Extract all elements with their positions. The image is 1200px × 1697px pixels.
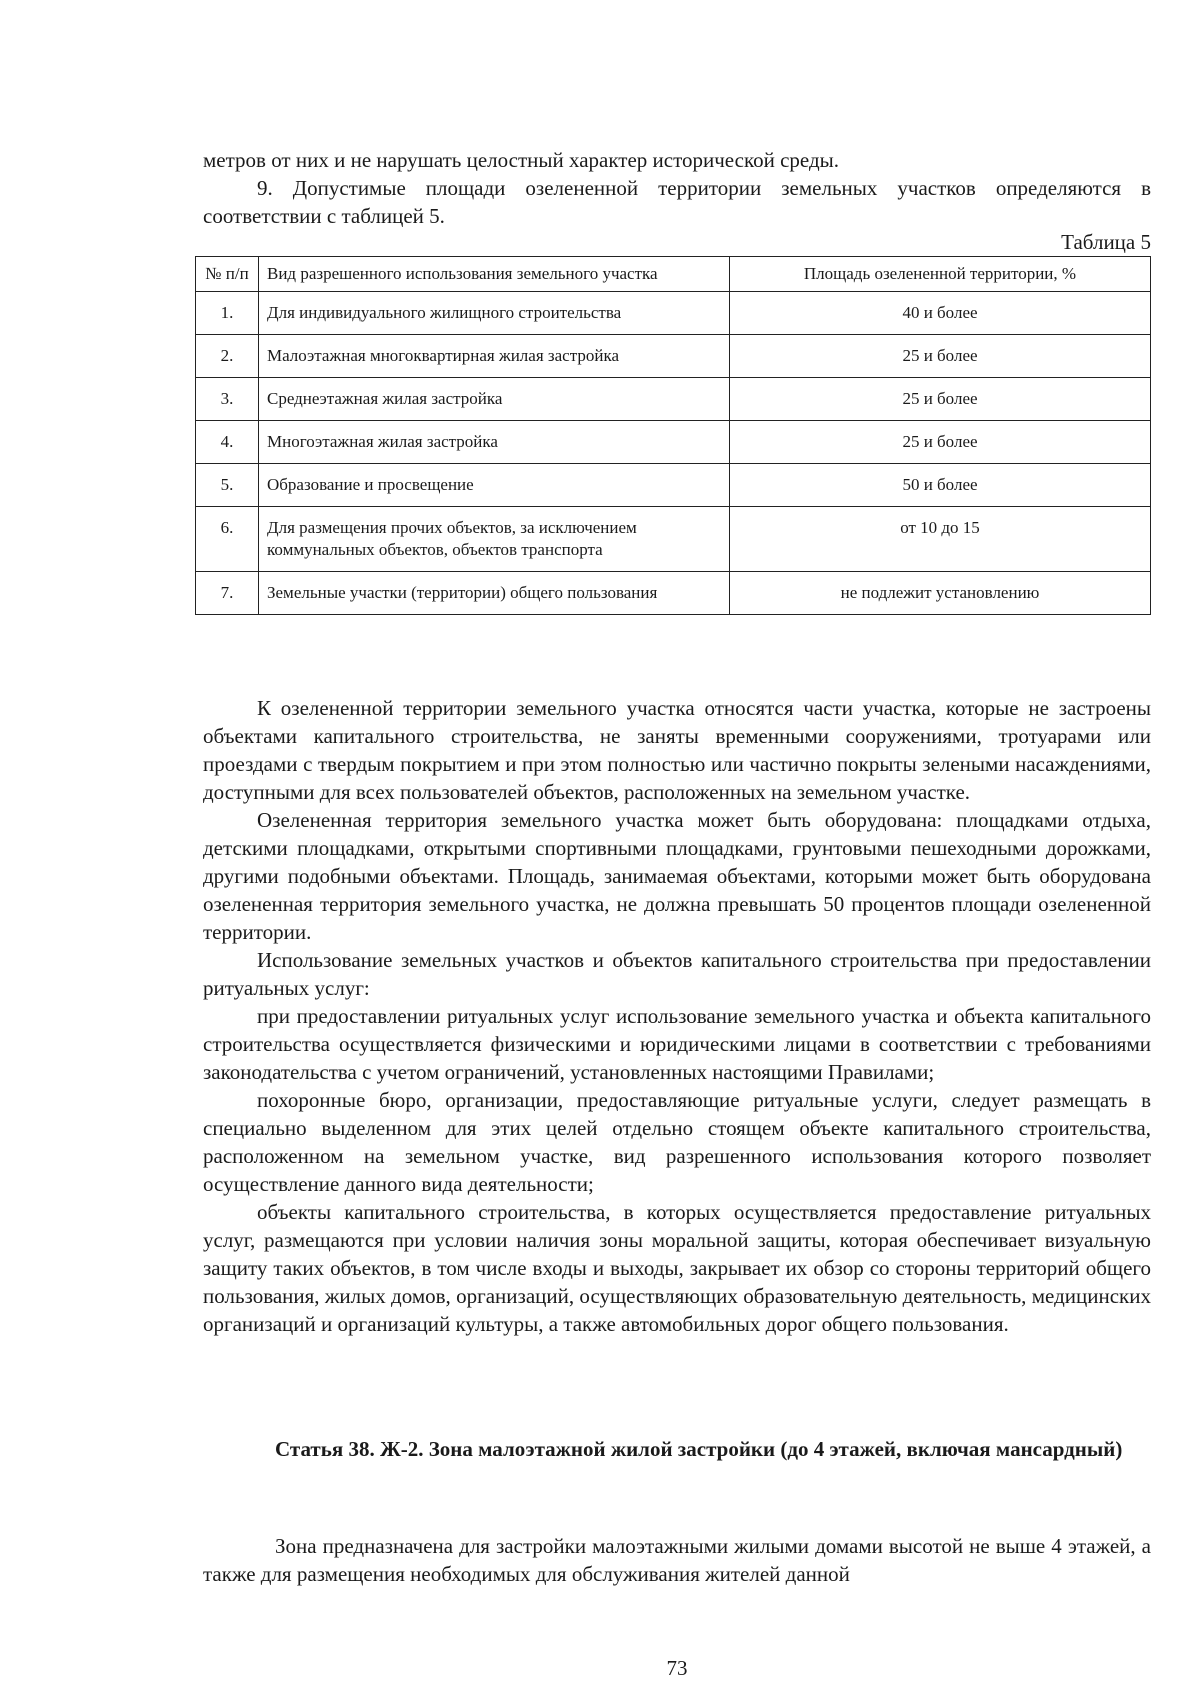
article-heading: Статья 38. Ж-2. Зона малоэтажной жилой застройки (до 4 этажей, включая мансардный)	[275, 1437, 1123, 1461]
zone-description	[203, 1532, 1151, 1588]
table-header-row	[196, 257, 1151, 292]
header-use: Вид разрешенного использования земельного участка	[259, 257, 730, 292]
table-row	[196, 335, 1151, 378]
row-area: 40 и более	[730, 292, 1151, 335]
table-row	[196, 572, 1151, 615]
row-number: 3.	[196, 378, 259, 421]
zone-paragraph: Зона предназначена для застройки малоэтажными жилыми домами высотой не выше 4 этажей, а также для размещения необходимых для обслуживания жителей данной	[203, 1534, 1151, 1586]
table-row	[196, 292, 1151, 335]
body-paragraph: Использование земельных участков и объектов капитального строительства при предоставлении ритуальных услуг:	[203, 948, 1151, 1000]
row-area: 25 и более	[730, 421, 1151, 464]
row-number: 1.	[196, 292, 259, 335]
body-paragraph: похоронные бюро, организации, предоставляющие ритуальные услуги, следует размещать в специально выделенном для этих целей отдельно стоящем объекте капитального строительства, расположенном на земельном участке, вид разрешенного использования которого позволяет осуществление данного вида деятельности;	[203, 1088, 1151, 1196]
row-number: 7.	[196, 572, 259, 615]
row-area: 50 и более	[730, 464, 1151, 507]
body-text	[203, 694, 1151, 1338]
row-number: 6.	[196, 507, 259, 572]
table-row	[196, 464, 1151, 507]
row-use: Для индивидуального жилищного строительства	[259, 292, 730, 335]
row-use: Многоэтажная жилая застройка	[259, 421, 730, 464]
row-area: 25 и более	[730, 335, 1151, 378]
table-row	[196, 378, 1151, 421]
row-number: 5.	[196, 464, 259, 507]
table-caption: Таблица 5	[1061, 230, 1151, 254]
body-paragraph: объекты капитального строительства, в которых осуществляется предоставление ритуальных услуг, размещаются при условии наличия зоны моральной защиты, которая обеспечивает визуальную защиту таких объектов, в том числе входы и выходы, закрывает их обзор со стороны территорий общего пользования, жилых домов, организаций, осуществляющих образовательную деятельность, медицинских организаций и организаций культуры, а также автомобильных дорог общего пользования.	[203, 1200, 1151, 1336]
row-area: не подлежит установлению	[730, 572, 1151, 615]
row-area: 25 и более	[730, 378, 1151, 421]
row-use: Земельные участки (территории) общего пользования	[259, 572, 730, 615]
row-use: Среднеэтажная жилая застройка	[259, 378, 730, 421]
row-number: 4.	[196, 421, 259, 464]
row-use: Малоэтажная многоквартирная жилая застройка	[259, 335, 730, 378]
row-use: Образование и просвещение	[259, 464, 730, 507]
paragraph-9: 9. Допустимые площади озелененной территории земельных участков определяются в соответствии с таблицей 5.	[203, 176, 1151, 228]
body-paragraph: при предоставлении ритуальных услуг использование земельного участка и объекта капитального строительства осуществляется физическими и юридическими лицами в соответствии с требованиями законодательства с учетом ограничений, установленных настоящими Правилами;	[203, 1004, 1151, 1084]
body-paragraph: Озелененная территория земельного участка может быть оборудована: площадками отдыха, детскими площадками, открытыми спортивными площадками, грунтовыми пешеходными дорожками, другими подобными объектами. Площадь, занимаемая объектами, которыми может быть оборудована озелененная территория земельного участка, не должна превышать 50 процентов площади озелененной территории.	[203, 808, 1151, 944]
row-use: Для размещения прочих объектов, за исключением коммунальных объектов, объектов транспорта	[259, 507, 730, 572]
header-number: № п/п	[196, 257, 259, 292]
header-area: Площадь озелененной территории, %	[730, 257, 1151, 292]
body-paragraph: К озелененной территории земельного участка относятся части участка, которые не застроены объектами капитального строительства, не заняты временными сооружениями, тротуарами или проездами с твердым покрытием и при этом полностью или частично покрыты зелеными насаждениями, доступными для всех пользователей объектов, расположенных на земельном участке.	[203, 696, 1151, 804]
intro-block	[203, 146, 1151, 230]
intro-line: метров от них и не нарушать целостный характер исторической среды.	[203, 148, 840, 172]
row-area: от 10 до 15	[730, 507, 1151, 572]
row-number: 2.	[196, 335, 259, 378]
page-number: 73	[666, 1656, 688, 1680]
green-area-table	[195, 256, 1151, 615]
table-row	[196, 421, 1151, 464]
table-row	[196, 507, 1151, 572]
